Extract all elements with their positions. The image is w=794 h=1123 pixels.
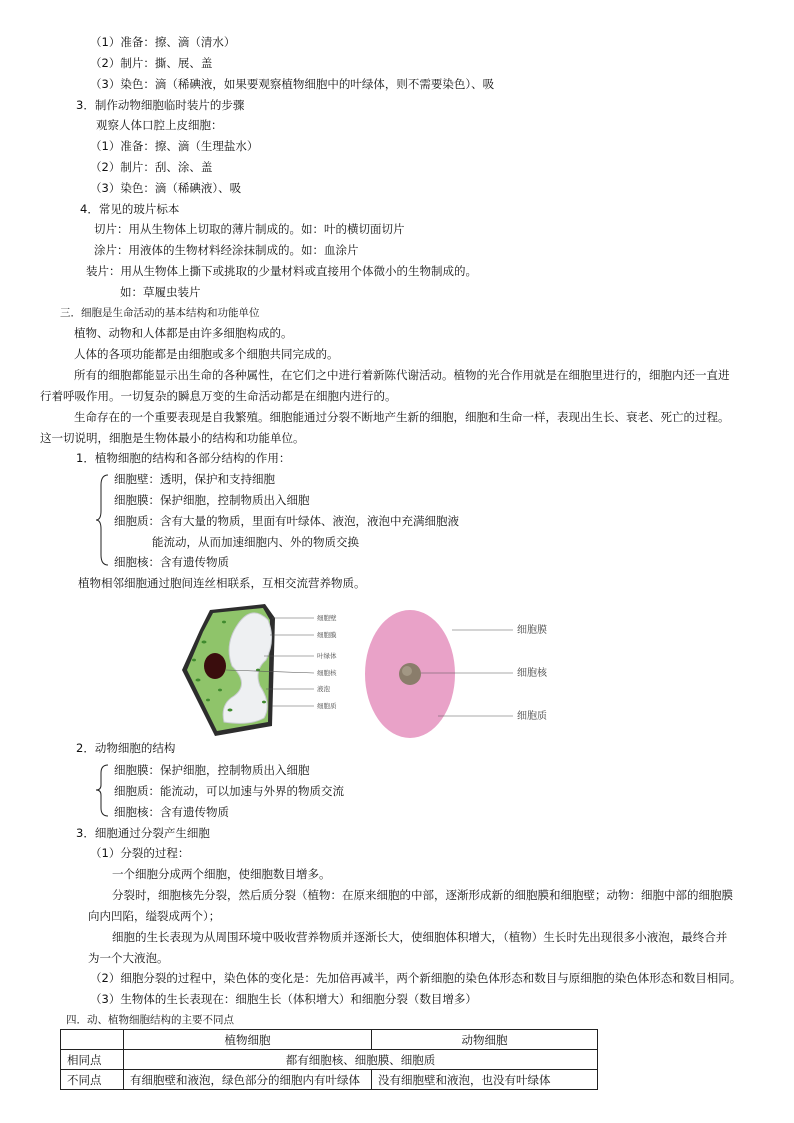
brace-icon (94, 763, 110, 818)
text-line: 细胞的生长表现为从周围环境中吸收营养物质并逐渐长大，使细胞体积增大，（植物）生长时先出现很多小液泡，最终合并 (112, 930, 728, 944)
text-line: 向内凹陷，缢裂成两个）； (88, 909, 221, 923)
text-line: 所有的细胞都能显示出生命的各种属性，在它们之中进行着新陈代谢活动。植物的光合作用就是在细胞里进行的，细胞内还一直进 (74, 368, 730, 382)
text-line: （3）染色：滴（稀碘液）、吸 (90, 181, 242, 195)
section-heading: 三．细胞是生命活动的基本结构和功能单位 (60, 307, 260, 319)
plant-label: 细胞膜 (317, 631, 337, 639)
text-line: 生命存在的一个重要表现是自我繁殖。细胞能通过分裂不断地产生新的细胞，细胞和生命一样，表现出生长、衰老、死亡的过程。 (74, 410, 730, 424)
table-header-cell: 植物细胞 (124, 1030, 372, 1050)
text-line: 细胞质：能流动，可以加速与外界的物质交流 (114, 784, 344, 798)
text-line: （2）细胞分裂的过程中，染色体的变化是：先加倍再减半，两个新细胞的染色体形态和数目与原细胞的染色体形态和数目相同。 (90, 971, 742, 985)
table-row (61, 1070, 598, 1090)
text-line: 这一切说明，细胞是生物体最小的结构和功能单位。 (40, 431, 305, 445)
text-line: 细胞壁：透明，保护和支持细胞 (114, 472, 275, 486)
section-heading: 四．动、植物细胞结构的主要不同点 (66, 1014, 234, 1026)
text-line: 分裂时，细胞核先分裂，然后质分裂（植物：在原来细胞的中部，逐渐形成新的细胞膜和细胞壁；动物：细胞中部的细胞膜 (112, 888, 733, 902)
text-line: （3）生物体的生长表现在：细胞生长（体积增大）和细胞分裂（数目增多） (90, 992, 477, 1006)
text-line: （1）准备：擦、滴（生理盐水） (90, 139, 259, 153)
section-heading: 3．细胞通过分裂产生细胞 (76, 826, 210, 840)
text-line: （1）准备：擦、滴（清水） (90, 35, 236, 49)
animal-label: 细胞膜 (517, 625, 547, 636)
brace-icon (94, 473, 110, 567)
text-line: 细胞质：含有大量的物质，里面有叶绿体、液泡，液泡中充满细胞液 (114, 514, 459, 528)
section-heading: 4．常见的玻片标本 (80, 202, 180, 216)
text-line: 植物、动物和人体都是由许多细胞构成的。 (74, 326, 293, 340)
cell-diagram (180, 600, 600, 740)
table-cell: 相同点 (61, 1050, 124, 1070)
table-cell: 有细胞壁和液泡，绿色部分的细胞内有叶绿体 (124, 1070, 372, 1090)
text-line: 一个细胞分成两个细胞，使细胞数目增多。 (112, 867, 331, 881)
animal-cell-diagram (365, 610, 513, 738)
text-line: 细胞核：含有遗传物质 (114, 555, 229, 569)
text-line: 装片：用从生物体上撕下或挑取的少量材料或直接用个体微小的生物制成的。 (86, 264, 477, 278)
text-line: 细胞膜：保护细胞，控制物质出入细胞 (114, 493, 310, 507)
text-line: 为一个大液泡。 (88, 951, 169, 965)
section-heading: 3．制作动物细胞临时装片的步骤 (76, 98, 245, 112)
plant-cell-diagram (182, 604, 314, 736)
text-line: （2）制片：刮、涂、盖 (90, 160, 213, 174)
plant-label: 叶绿体 (317, 652, 337, 660)
table-cell: 没有细胞壁和液泡，也没有叶绿体 (372, 1070, 598, 1090)
text-line: 行着呼吸作用。一切复杂的瞬息万变的生命活动都是在细胞内进行的。 (40, 389, 397, 403)
text-line: 观察人体口腔上皮细胞： (96, 118, 223, 132)
section-heading: 1．植物细胞的结构和各部分结构的作用： (76, 451, 291, 465)
text-line: 涂片：用液体的生物材料经涂抹制成的。如：血涂片 (94, 243, 359, 257)
table-header-cell: 动物细胞 (372, 1030, 598, 1050)
table-cell: 不同点 (61, 1070, 124, 1090)
table-header-row (61, 1030, 598, 1050)
text-line: 切片：用从生物体上切取的薄片制成的。如：叶的横切面切片 (94, 222, 405, 236)
text-line: 植物相邻细胞通过胞间连丝相联系，互相交流营养物质。 (78, 576, 366, 590)
plant-label: 液泡 (317, 685, 330, 693)
plant-label: 细胞核 (317, 669, 337, 677)
text-line: 细胞膜：保护细胞，控制物质出入细胞 (114, 763, 310, 777)
text-line: 人体的各项功能都是由细胞或多个细胞共同完成的。 (74, 347, 339, 361)
text-line: 如：草履虫装片 (120, 285, 201, 299)
animal-label: 细胞质 (517, 711, 547, 722)
table-cell: 都有细胞核、细胞膜、细胞质 (124, 1050, 598, 1070)
table-row (61, 1050, 598, 1070)
text-line: 能流动，从而加速细胞内、外的物质交换 (152, 535, 359, 549)
table-cell (61, 1030, 124, 1050)
text-line: （3）染色：滴（稀碘液，如果要观察植物细胞中的叶绿体，则不需要染色）、吸 (90, 77, 495, 91)
plant-label: 细胞壁 (317, 614, 337, 622)
text-line: （2）制片：撕、展、盖 (90, 56, 213, 70)
comparison-table (60, 1029, 598, 1090)
section-heading: 2．动物细胞的结构 (76, 741, 176, 755)
text-line: 细胞核：含有遗传物质 (114, 805, 229, 819)
animal-label: 细胞核 (517, 668, 547, 679)
text-line: （1）分裂的过程： (90, 846, 190, 860)
plant-label: 细胞质 (317, 702, 337, 710)
